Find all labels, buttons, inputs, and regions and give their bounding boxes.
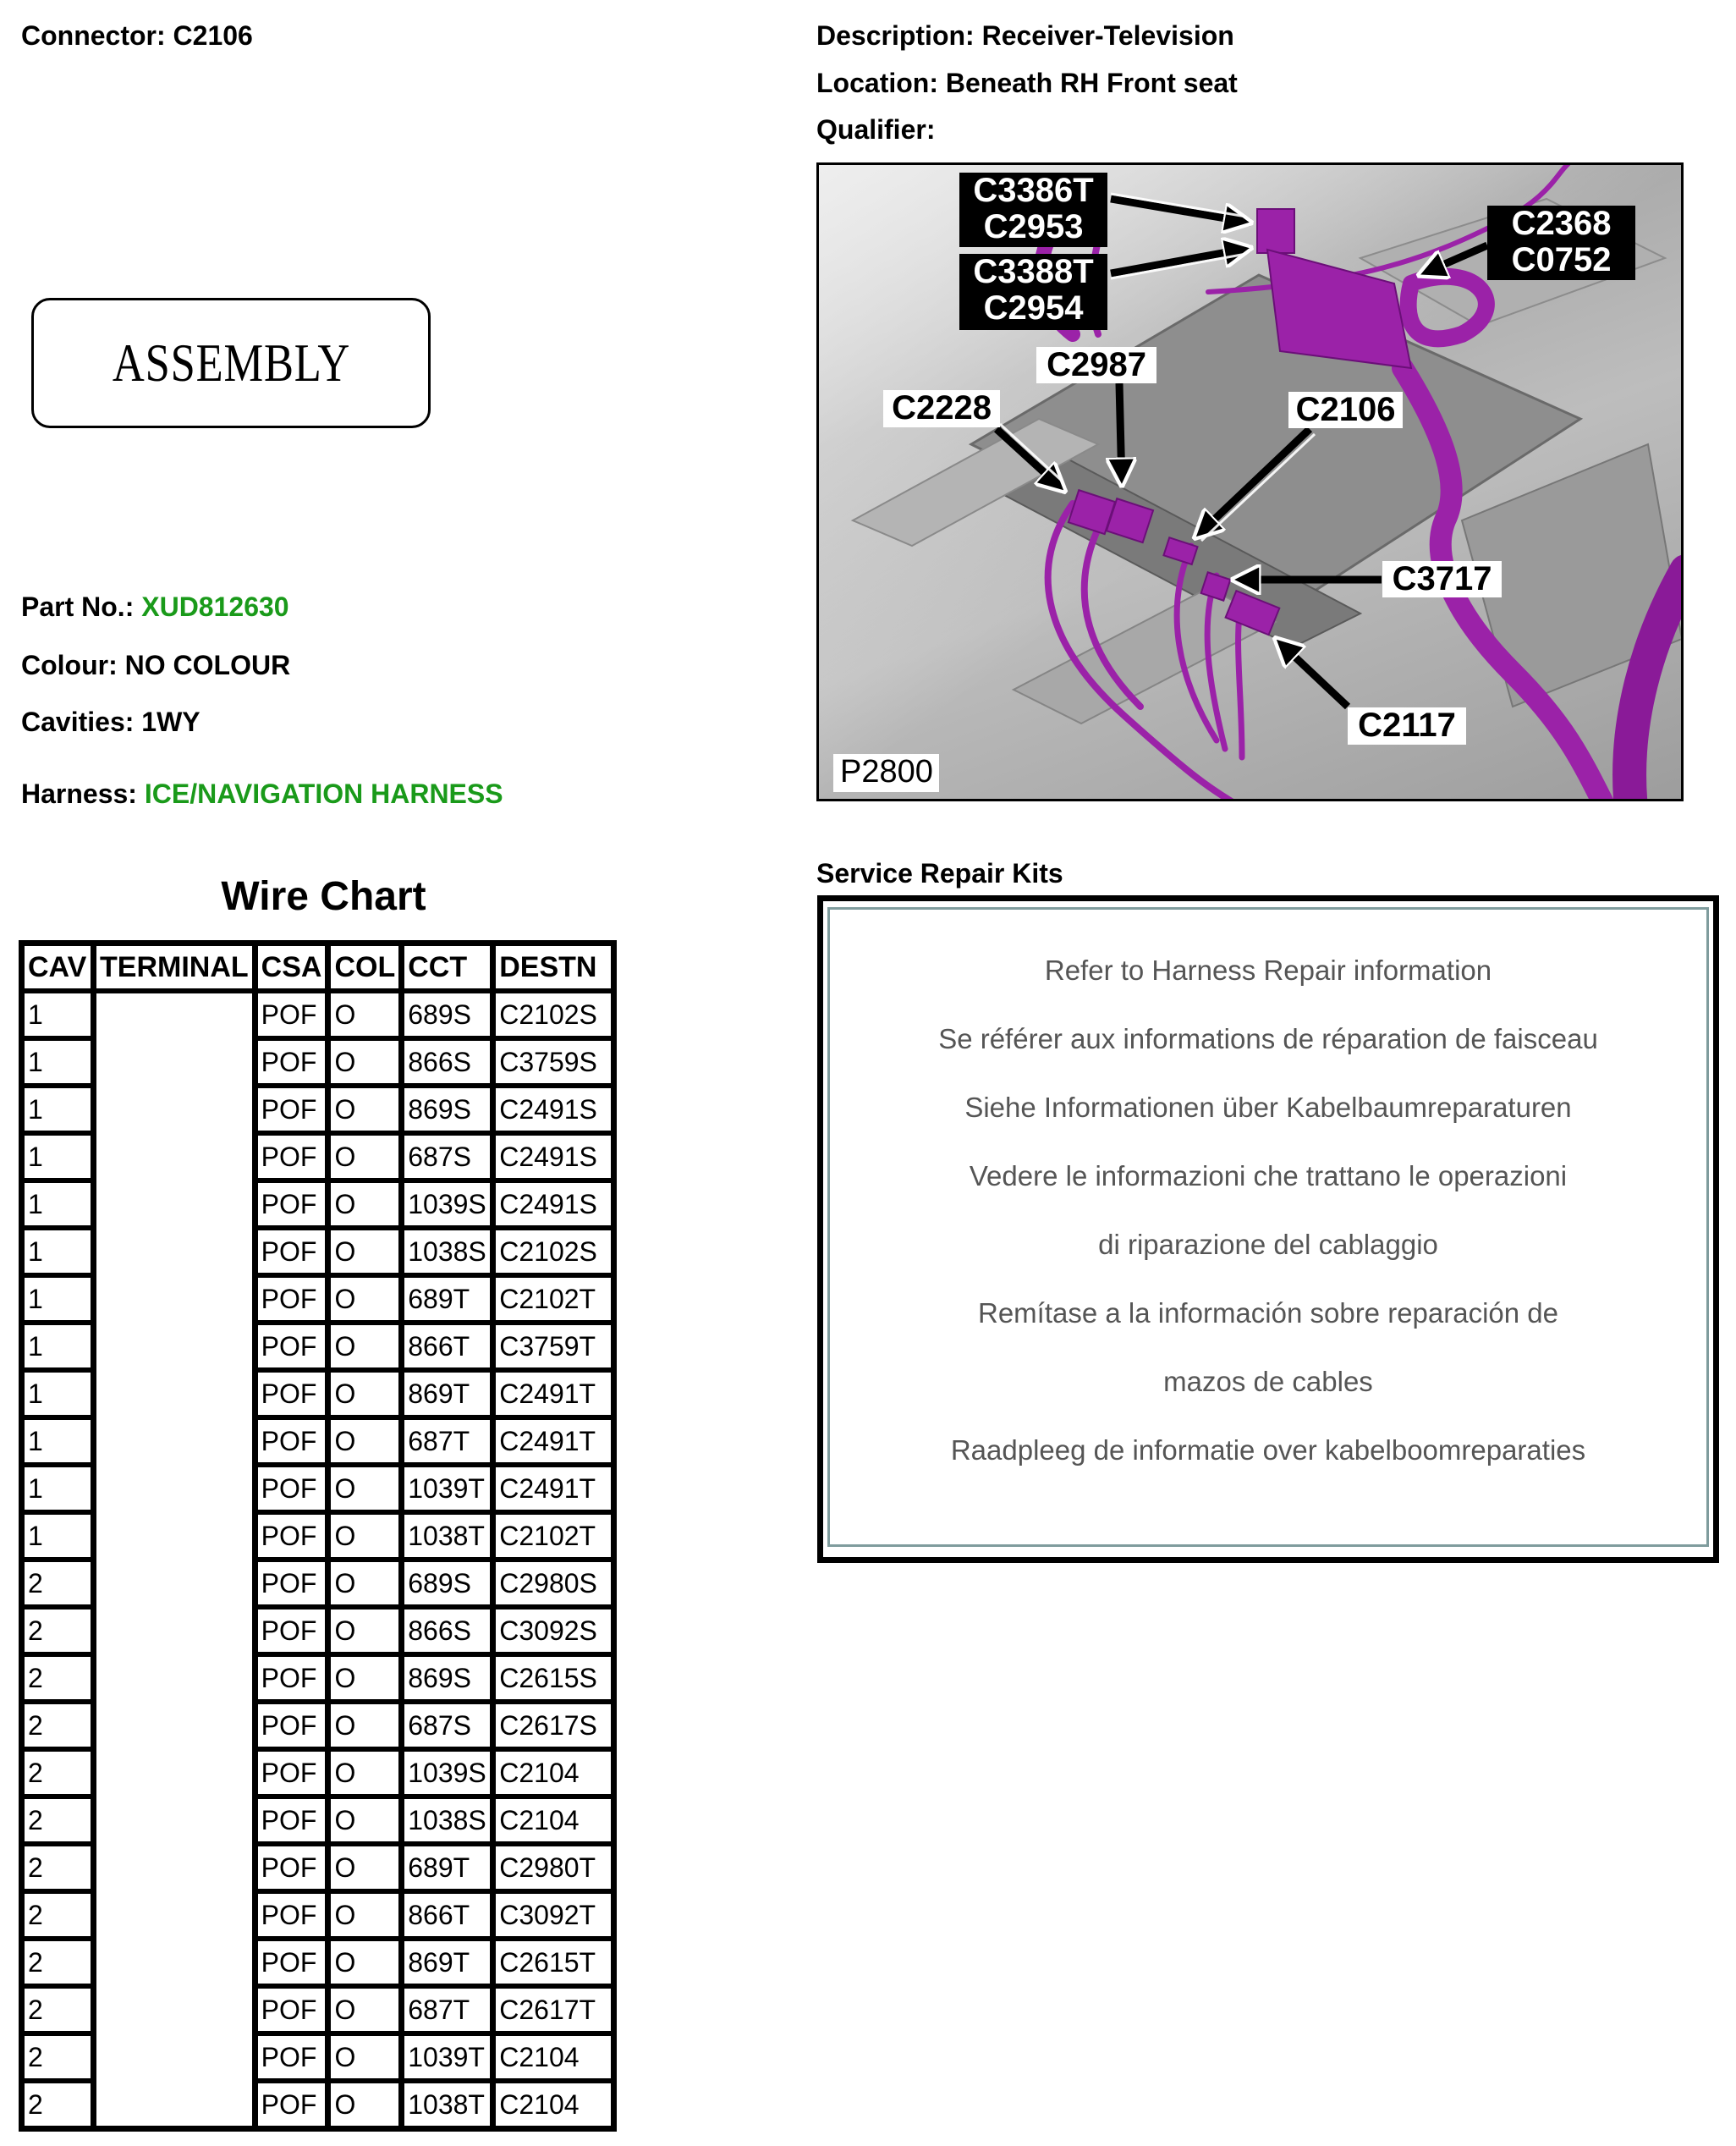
- cell-cct: 1039S: [404, 1752, 496, 1799]
- cell-col: O: [331, 1515, 404, 1562]
- callout-text: C2953: [983, 208, 1084, 245]
- cell-cct: 1039T: [404, 2036, 496, 2083]
- colour-line: [21, 650, 290, 680]
- cell-cct: 689S: [404, 993, 496, 1041]
- callout-c3386t-c2953: [959, 173, 1107, 247]
- harness-label: Harness:: [21, 779, 137, 809]
- cell-terminal: [96, 993, 258, 2126]
- cell-col: O: [331, 1562, 404, 1610]
- cell-cav: 1: [25, 1325, 96, 1373]
- callout-c2117: C2117: [1348, 707, 1466, 745]
- cell-destn: C3759T: [496, 1325, 611, 1373]
- description-value: Receiver-Television: [981, 20, 1234, 51]
- cell-cav: 1: [25, 1088, 96, 1136]
- cell-cav: 2: [25, 1941, 96, 1989]
- cell-csa: POF: [258, 1846, 332, 1894]
- cell-cct: 687S: [404, 1136, 496, 1183]
- cell-csa: POF: [258, 1799, 332, 1846]
- cell-cct: 866S: [404, 1610, 496, 1657]
- cell-destn: C2491S: [496, 1183, 611, 1230]
- repair-info-line-it-1: Vedere le informazioni che trattano le operazioni: [969, 1160, 1568, 1191]
- cell-col: O: [331, 1657, 404, 1704]
- cell-cct: 1038T: [404, 2083, 496, 2126]
- cell-cav: 2: [25, 1610, 96, 1657]
- cell-cav: 1: [25, 1278, 96, 1325]
- cell-csa: POF: [258, 1373, 332, 1420]
- cell-destn: C2615S: [496, 1657, 611, 1704]
- cell-destn: C2491T: [496, 1420, 611, 1467]
- qualifier-line: [816, 114, 935, 145]
- cell-cct: 687T: [404, 1989, 496, 2036]
- connector-heading: [21, 20, 253, 51]
- cell-col: O: [331, 1230, 404, 1278]
- cell-cct: 866S: [404, 1041, 496, 1088]
- cell-csa: POF: [258, 1467, 332, 1515]
- cell-destn: C2102S: [496, 993, 611, 1041]
- cavities-line: [21, 707, 201, 737]
- cell-csa: POF: [258, 1041, 332, 1088]
- cell-cav: 1: [25, 1420, 96, 1467]
- cell-col: O: [331, 1989, 404, 2036]
- cell-destn: C3092T: [496, 1894, 611, 1941]
- cell-destn: C2104: [496, 2036, 611, 2083]
- part-number-line: [21, 592, 289, 622]
- cell-csa: POF: [258, 1941, 332, 1989]
- cavities-label: Cavities:: [21, 707, 135, 737]
- cell-csa: POF: [258, 1183, 332, 1230]
- cell-cav: 2: [25, 1657, 96, 1704]
- cell-destn: C2102T: [496, 1515, 611, 1562]
- harness-line: [21, 779, 503, 809]
- cell-destn: C2980T: [496, 1846, 611, 1894]
- location-value: Beneath RH Front seat: [945, 68, 1238, 98]
- location-label: Location:: [816, 68, 938, 98]
- callout-c3388t-c2954: [959, 254, 1107, 330]
- repair-info-line-fr: Se référer aux informations de réparation de faisceau: [938, 1023, 1598, 1054]
- cell-col: O: [331, 1278, 404, 1325]
- service-repair-kits-title: Service Repair Kits: [816, 858, 1063, 889]
- cell-csa: POF: [258, 1230, 332, 1278]
- cavities-value: 1WY: [141, 707, 201, 737]
- connector-location-image: [816, 162, 1684, 801]
- cell-csa: POF: [258, 1325, 332, 1373]
- cell-csa: POF: [258, 1704, 332, 1752]
- cell-csa: POF: [258, 1088, 332, 1136]
- column-header-cav: CAV: [25, 946, 96, 993]
- cell-cav: 2: [25, 1799, 96, 1846]
- cell-csa: POF: [258, 1562, 332, 1610]
- cell-csa: POF: [258, 1894, 332, 1941]
- callout-c2987: C2987: [1036, 347, 1156, 383]
- cell-destn: C2491S: [496, 1088, 611, 1136]
- cell-cav: 2: [25, 1989, 96, 2036]
- cell-destn: C2615T: [496, 1941, 611, 1989]
- cell-col: O: [331, 1704, 404, 1752]
- cell-col: O: [331, 1610, 404, 1657]
- cell-col: O: [331, 1088, 404, 1136]
- cell-cct: 689T: [404, 1846, 496, 1894]
- repair-info-line-nl: Raadpleeg de informatie over kabelboomreparaties: [950, 1434, 1586, 1466]
- cell-cct: 689S: [404, 1562, 496, 1610]
- cell-cav: 1: [25, 1373, 96, 1420]
- column-header-col: COL: [331, 946, 404, 993]
- cell-cav: 1: [25, 1183, 96, 1230]
- column-header-csa: CSA: [258, 946, 332, 993]
- callout-c2368-c0752: [1487, 206, 1635, 280]
- callout-text: C2368: [1511, 205, 1612, 242]
- cell-destn: C2104: [496, 2083, 611, 2126]
- service-repair-kits-inner: [827, 907, 1709, 1547]
- description-label: Description:: [816, 20, 975, 51]
- cell-cav: 1: [25, 1467, 96, 1515]
- location-line: [816, 68, 1238, 98]
- callout-text: C0752: [1511, 241, 1612, 278]
- repair-info-line-es-2: mazos de cables: [1163, 1366, 1373, 1397]
- repair-info-line-de: Siehe Informationen über Kabelbaumreparaturen: [964, 1092, 1572, 1123]
- callout-text: C3386T: [973, 172, 1094, 209]
- cell-cct: 1039T: [404, 1467, 496, 1515]
- cell-col: O: [331, 1041, 404, 1088]
- cell-csa: POF: [258, 1278, 332, 1325]
- cell-cct: 687S: [404, 1704, 496, 1752]
- cell-col: O: [331, 1467, 404, 1515]
- repair-info-line-es-1: Remítase a la información sobre reparación de: [977, 1297, 1559, 1329]
- cell-csa: POF: [258, 1610, 332, 1657]
- cell-cct: 869T: [404, 1373, 496, 1420]
- cell-cav: 1: [25, 1136, 96, 1183]
- column-header-terminal: TERMINAL: [96, 946, 258, 993]
- callout-text: C2954: [983, 289, 1084, 327]
- cell-cct: 869T: [404, 1941, 496, 1989]
- wire-chart-header-row: [25, 946, 611, 993]
- wire-chart-table: [19, 940, 617, 2132]
- cell-cav: 2: [25, 2036, 96, 2083]
- cell-csa: POF: [258, 1752, 332, 1799]
- cell-cct: 1038S: [404, 1799, 496, 1846]
- cell-col: O: [331, 1894, 404, 1941]
- cell-csa: POF: [258, 1136, 332, 1183]
- cell-col: O: [331, 1799, 404, 1846]
- cell-cct: 866T: [404, 1325, 496, 1373]
- image-reference-label: P2800: [833, 754, 939, 792]
- cell-col: O: [331, 1941, 404, 1989]
- assembly-badge: [31, 298, 431, 428]
- cell-col: O: [331, 1325, 404, 1373]
- cell-destn: C2491T: [496, 1467, 611, 1515]
- cell-destn: C2102S: [496, 1230, 611, 1278]
- cell-destn: C2104: [496, 1799, 611, 1846]
- repair-info-line-it-2: di riparazione del cablaggio: [1098, 1229, 1438, 1260]
- connector-c3386t: [1257, 209, 1294, 253]
- cell-cav: 1: [25, 993, 96, 1041]
- cell-col: O: [331, 1183, 404, 1230]
- connector-value: C2106: [173, 20, 253, 51]
- cell-csa: POF: [258, 1989, 332, 2036]
- cell-cav: 1: [25, 1230, 96, 1278]
- cell-destn: C3092S: [496, 1610, 611, 1657]
- cell-csa: POF: [258, 1657, 332, 1704]
- harness-link[interactable]: ICE/NAVIGATION HARNESS: [144, 779, 503, 809]
- cell-col: O: [331, 993, 404, 1041]
- cell-destn: C2617T: [496, 1989, 611, 2036]
- cell-csa: POF: [258, 2083, 332, 2126]
- cell-cav: 1: [25, 1041, 96, 1088]
- service-repair-kits-box: [817, 895, 1719, 1563]
- cell-cct: 1038S: [404, 1230, 496, 1278]
- qualifier-label: Qualifier:: [816, 114, 936, 145]
- cell-destn: C2491T: [496, 1373, 611, 1420]
- cell-cct: 689T: [404, 1278, 496, 1325]
- cell-col: O: [331, 1373, 404, 1420]
- cell-cct: 1039S: [404, 1183, 496, 1230]
- assembly-badge-text: ASSEMBLY: [112, 333, 350, 393]
- cell-cct: 687T: [404, 1420, 496, 1467]
- cell-col: O: [331, 1752, 404, 1799]
- cell-csa: POF: [258, 1420, 332, 1467]
- cell-cct: 869S: [404, 1088, 496, 1136]
- colour-value: NO COLOUR: [124, 650, 291, 680]
- cell-cav: 1: [25, 1515, 96, 1562]
- callout-c2106: C2106: [1288, 392, 1403, 428]
- cell-cct: 1038T: [404, 1515, 496, 1562]
- repair-info-line-en: Refer to Harness Repair information: [1044, 955, 1492, 986]
- connector-label: Connector:: [21, 20, 166, 51]
- cell-destn: C2980S: [496, 1562, 611, 1610]
- wire-chart-title: Wire Chart: [221, 874, 426, 919]
- cell-col: O: [331, 1136, 404, 1183]
- part-number-label: Part No.:: [21, 592, 135, 622]
- cell-destn: C3759S: [496, 1041, 611, 1088]
- cell-cct: 869S: [404, 1657, 496, 1704]
- callout-c2228: C2228: [883, 390, 1000, 427]
- description-line: [816, 20, 1234, 51]
- cell-col: O: [331, 1420, 404, 1467]
- cell-cct: 866T: [404, 1894, 496, 1941]
- wire-chart-row: [25, 993, 611, 1041]
- callout-text: C3388T: [973, 253, 1094, 290]
- arrow-c2987: [1119, 383, 1122, 485]
- cell-csa: POF: [258, 1515, 332, 1562]
- cell-destn: C2104: [496, 1752, 611, 1799]
- callout-c3717: C3717: [1382, 561, 1502, 597]
- cell-destn: C2491S: [496, 1136, 611, 1183]
- colour-label: Colour:: [21, 650, 118, 680]
- cell-cav: 2: [25, 1846, 96, 1894]
- cell-col: O: [331, 2083, 404, 2126]
- cell-destn: C2617S: [496, 1704, 611, 1752]
- column-header-cct: CCT: [404, 946, 496, 993]
- column-header-destn: DESTN: [496, 946, 611, 993]
- cell-csa: POF: [258, 2036, 332, 2083]
- cell-destn: C2102T: [496, 1278, 611, 1325]
- cell-cav: 2: [25, 1562, 96, 1610]
- cell-col: O: [331, 1846, 404, 1894]
- part-number-link[interactable]: XUD812630: [141, 592, 289, 622]
- cell-col: O: [331, 2036, 404, 2083]
- cell-csa: POF: [258, 993, 332, 1041]
- cell-cav: 2: [25, 2083, 96, 2126]
- cell-cav: 2: [25, 1752, 96, 1799]
- cell-cav: 2: [25, 1704, 96, 1752]
- cell-cav: 2: [25, 1894, 96, 1941]
